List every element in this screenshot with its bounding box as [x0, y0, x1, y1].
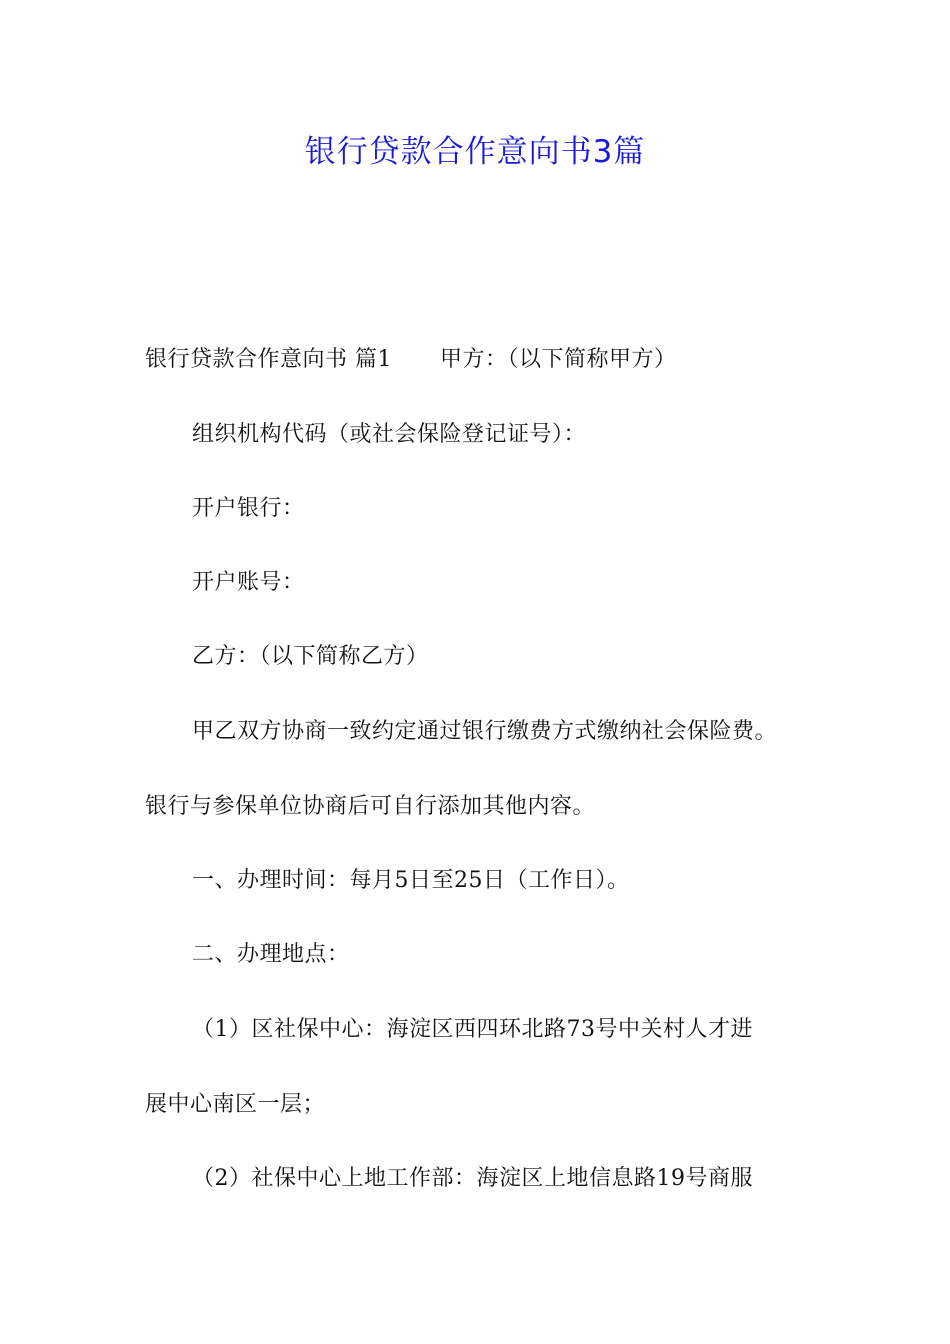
- clause-1-time: 一、办理时间：每月5日至25日（工作日）。: [192, 868, 630, 893]
- location-1: （1）区社保中心：海淀区西四环北路73号中关村人才进: [192, 1017, 753, 1042]
- bank-line: 开户银行：: [192, 496, 305, 521]
- location-1-continued: 展中心南区一层；: [145, 1092, 326, 1117]
- location-2: （2）社保中心上地工作部：海淀区上地信息路19号商服: [192, 1166, 753, 1191]
- paragraph-heading-line: [145, 343, 677, 377]
- section-heading: 银行贷款合作意向书 篇1: [145, 347, 392, 372]
- party-a-label: 甲方：（以下简称甲方）: [440, 347, 677, 372]
- agreement-line: 甲乙双方协商一致约定通过银行缴费方式缴纳社会保险费。: [192, 719, 778, 744]
- document-title: 银行贷款合作意向书3篇: [304, 134, 646, 170]
- party-b-line: 乙方：（以下简称乙方）: [192, 644, 429, 669]
- agreement-line-continued: 银行与参保单位协商后可自行添加其他内容。: [145, 794, 596, 819]
- org-code-line: 组织机构代码（或社会保险登记证号）：: [192, 422, 587, 447]
- clause-2-location: 二、办理地点：: [192, 942, 350, 967]
- account-line: 开户账号：: [192, 570, 305, 595]
